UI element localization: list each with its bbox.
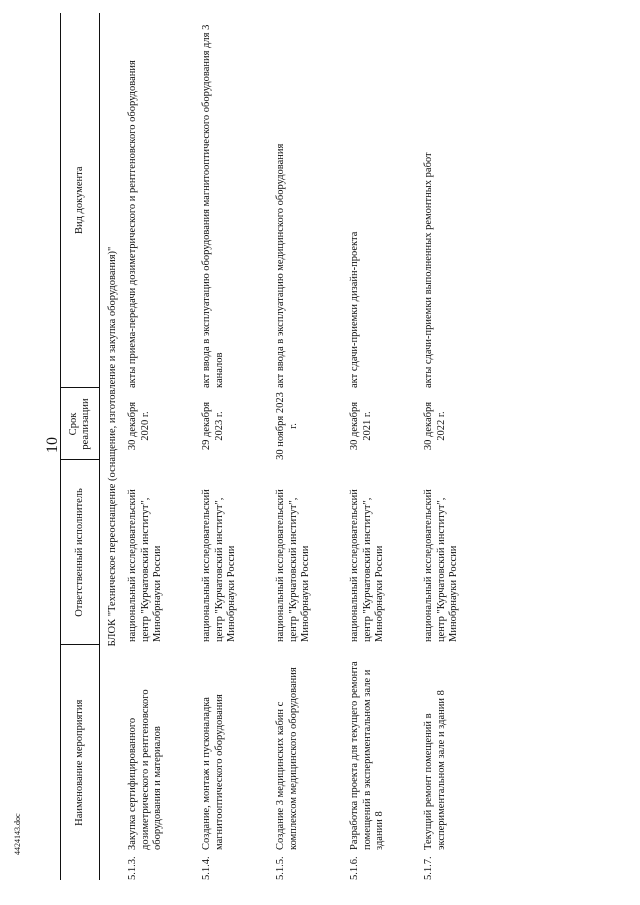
- document-cell: [127, 13, 201, 388]
- rotated-table-container: [60, 13, 620, 880]
- measures-table: [60, 13, 497, 880]
- document-cell: [423, 13, 497, 388]
- document-cell: [349, 13, 423, 388]
- measure-cell: [201, 645, 275, 880]
- responsible-text: национальный исследовательский центр "Курчатовский институт", Минобрнауки России: [127, 489, 163, 642]
- deadline-text: 30 ноября 2023 г.: [275, 392, 299, 460]
- table-row: [275, 13, 349, 880]
- measure-name: Разработка проекта для текущего ремонта помещений в экспериментальном зале и здании 8: [349, 661, 385, 850]
- measure-name: Создание, монтаж и пусконаладка магнитооптического оборудования: [201, 694, 225, 850]
- responsible-text: национальный исследовательский центр "Курчатовский институт", Минобрнауки России: [423, 489, 459, 642]
- deadline-cell: [275, 388, 349, 460]
- measure-name: Создание 3 медицинских кабин с комплексом медицинского оборудования: [275, 667, 299, 850]
- responsible-cell: [349, 460, 423, 645]
- responsible-cell: [201, 460, 275, 645]
- document-text: акт ввода в эксплуатацию медицинского оборудования: [275, 143, 286, 388]
- deadline-cell: [349, 388, 423, 460]
- responsible-cell: [423, 460, 497, 645]
- table-header-row: [61, 13, 100, 880]
- deadline-text: 30 декабря 2021 г.: [349, 401, 373, 451]
- header-name: Наименование мероприятия: [61, 645, 100, 880]
- deadline-cell: [201, 388, 275, 460]
- responsible-cell: [275, 460, 349, 645]
- document-text: акты сдачи-приемки выполненных ремонтных работ: [423, 152, 434, 388]
- document-text: акты приема-передачи дозиметрического и рентгеновского оборудования: [127, 60, 138, 388]
- measure-cell: [349, 645, 423, 880]
- measure-number: 5.1.5.: [275, 856, 286, 880]
- deadline-text: 29 декабря 2023 г.: [201, 401, 225, 451]
- document-cell: [201, 13, 275, 388]
- responsible-text: национальный исследовательский центр "Курчатовский институт", Минобрнауки России: [201, 489, 237, 642]
- deadline-text: 30 декабря 2022 г.: [423, 401, 447, 451]
- document-text: акт ввода в эксплуатацию оборудования магнитооптического оборудования для 3 каналов: [201, 24, 225, 388]
- document-cell: [275, 13, 349, 388]
- block-row: [100, 13, 128, 880]
- deadline-cell: [423, 388, 497, 460]
- measure-number: 5.1.3.: [127, 856, 138, 880]
- measure-name: Закупка сертифицированного дозиметрического и рентгеновского оборудования и материалов: [127, 689, 163, 850]
- measure-cell: [423, 645, 497, 880]
- measure-name: Текущий ремонт помещений в экспериментальном зале и здании 8: [423, 690, 447, 850]
- measure-number: 5.1.4.: [201, 856, 212, 880]
- deadline-text: 30 декабря 2020 г.: [127, 401, 151, 451]
- document-text: акт сдачи-приемки дизайн-проекта: [349, 231, 360, 388]
- table-row: [127, 13, 201, 880]
- page-number: 10: [44, 437, 61, 453]
- document-code: 4424143.doc: [13, 813, 22, 855]
- measure-number: 5.1.6.: [349, 856, 360, 880]
- table-row: [423, 13, 497, 880]
- responsible-text: национальный исследовательский центр "Курчатовский институт", Минобрнауки России: [349, 489, 385, 642]
- table-row: [349, 13, 423, 880]
- responsible-cell: [127, 460, 201, 645]
- measure-cell: [275, 645, 349, 880]
- table-row: [201, 13, 275, 880]
- responsible-text: национальный исследовательский центр "Курчатовский институт", Минобрнауки России: [275, 489, 311, 642]
- block-title: БЛОК "Техническое переоснащение (оснащение, изготовление и закупка оборудования)": [107, 246, 119, 647]
- header-document: Вид документа: [61, 13, 100, 388]
- header-deadline: Срок реализации: [61, 388, 100, 460]
- header-responsible: Ответственный исполнитель: [61, 460, 100, 645]
- measure-number: 5.1.7.: [423, 856, 434, 880]
- deadline-cell: [127, 388, 201, 460]
- measure-cell: [127, 645, 201, 880]
